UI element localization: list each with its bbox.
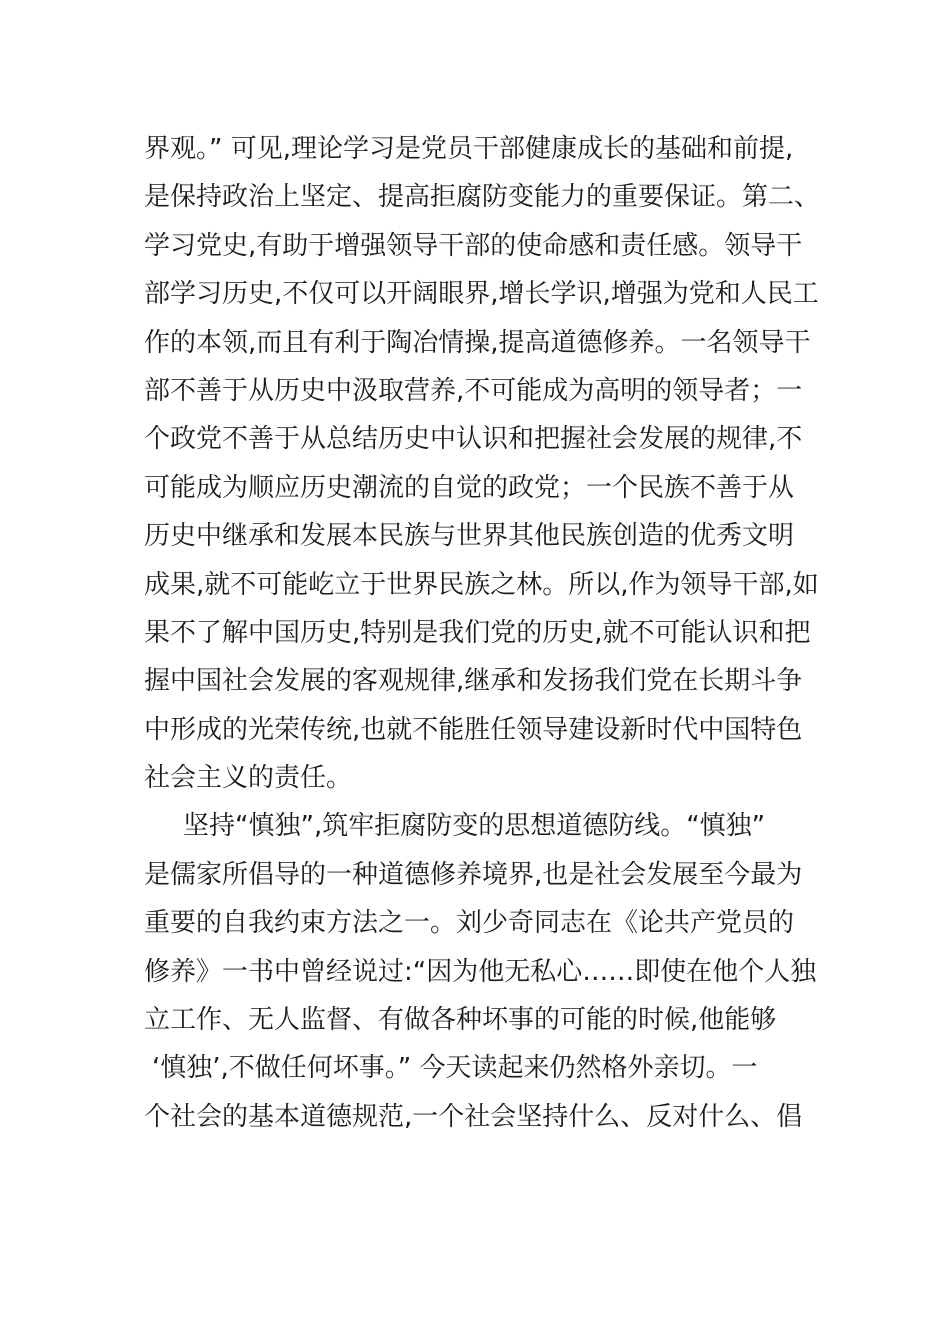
text-line: ‘慎独’,不做任何坏事。” 今天读起来仍然格外亲切。一: [152, 1053, 758, 1084]
text-line: 修养》一书中曾经说过:“因为他无私心……即使在他个人独: [144, 956, 817, 987]
text-line: 是保持政治上坚定、提高拒腐防变能力的重要保证。第二、: [144, 182, 821, 213]
text-line: 部学习历史,不仅可以开阔眼界,增长学识,增强为党和人民工: [144, 279, 819, 310]
text-line: 是儒家所倡导的一种道德修养境界,也是社会发展至今最为: [144, 859, 803, 890]
text-line: 中形成的光荣传统,也就不能胜任领导建设新时代中国特色: [144, 714, 803, 745]
text-line: 学习党史,有助于增强领导干部的使命感和责任感。领导干: [144, 230, 803, 261]
text-line: 个政党不善于从总结历史中认识和把握社会发展的规律,不: [144, 424, 803, 455]
text-line: 立工作、无人监督、有做各种坏事的可能的时候,他能够: [144, 1005, 777, 1036]
paragraph-start-line: 坚持“慎独”,筑牢拒腐防变的思想道德防线。“慎独”: [183, 811, 766, 842]
text-line: 历史中继承和发展本民族与世界其他民族创造的优秀文明: [144, 521, 795, 552]
text-line: 握中国社会发展的客观规律,继承和发扬我们党在长期斗争: [144, 666, 803, 697]
text-line: 界观。” 可见,理论学习是党员干部健康成长的基础和前提,: [144, 134, 794, 164]
text-line: 果不了解中国历史,特别是我们党的历史,就不可能认识和把: [144, 617, 811, 648]
body-text: [144, 125, 824, 1141]
text-line: 重要的自我约束方法之一。刘少奇同志在《论共产党员的: [144, 908, 795, 939]
text-line: 社会主义的责任。: [144, 763, 353, 794]
text-line: 成果,就不可能屹立于世界民族之林。所以,作为领导干部,如: [144, 569, 819, 600]
text-line: 个社会的基本道德规范,一个社会坚持什么、反对什么、倡: [144, 1101, 803, 1132]
text-line: 可能成为顺应历史潮流的自觉的政党；一个民族不善于从: [144, 472, 795, 503]
text-line: 部不善于从历史中汲取营养,不可能成为高明的领导者；一: [144, 375, 803, 406]
text-line: 作的本领,而且有利于陶冶情操,提高道德修养。一名领导干: [144, 327, 811, 358]
